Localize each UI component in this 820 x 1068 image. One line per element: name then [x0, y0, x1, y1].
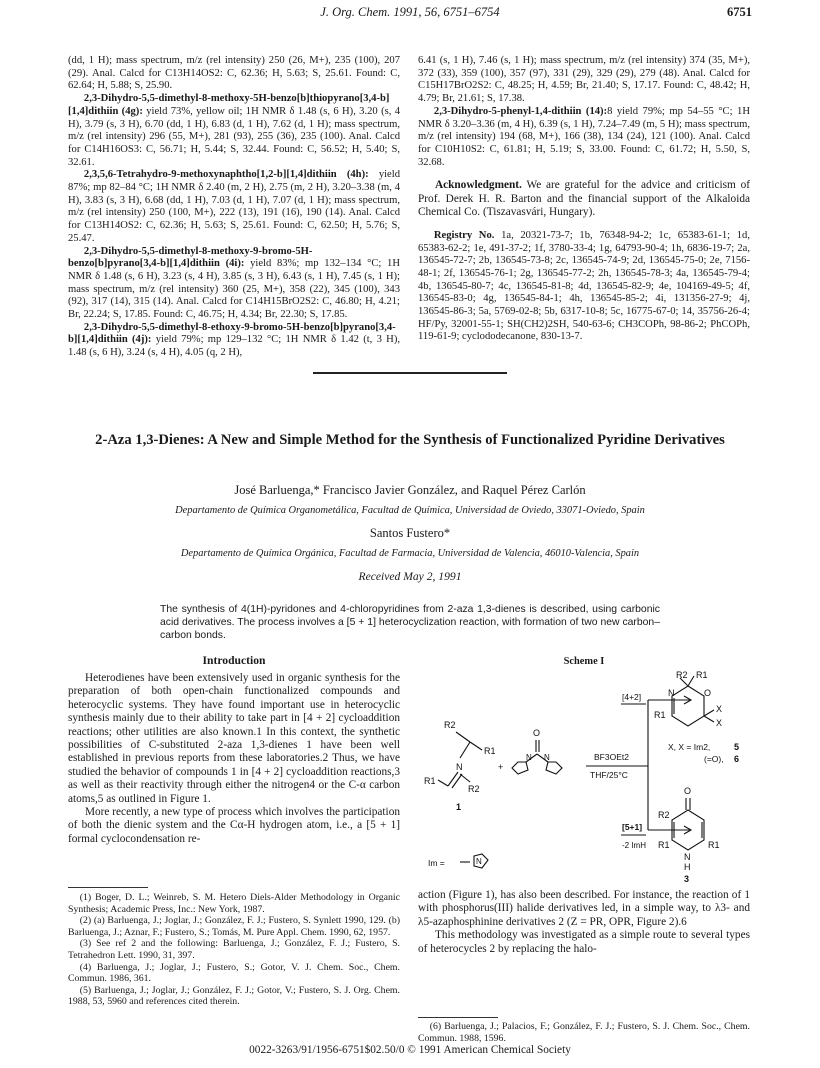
- paragraph-text: 8 yield 79%; mp 54–55 °C; 1H NMR δ 3.20–3.36 (m, 4 H), 6.39 (s, 1 H), 7.24–7.49 (m, 5 H); mass spectrum, m/z (rel intensity) 194 (68, M+), 166 (38), 134 (24), 121 (100). Anal. Calcd for C10H10S2: C, 61.81; H, 5.19; S, 33.00. Found: C, 61.72; H, 5.50, S, 32.68.: [418, 105, 750, 168]
- right-paragraph: [418, 106, 750, 170]
- label-o: O: [533, 728, 541, 738]
- diene-bond: [438, 780, 448, 786]
- registry-numbers: [418, 230, 750, 344]
- label-n: N: [544, 753, 550, 762]
- label-r2: R2: [444, 720, 456, 730]
- compound-name: 2,3-Dihydro-5-phenyl-1,4-dithiin (14):: [433, 105, 608, 117]
- diene-bond: [456, 732, 470, 742]
- label-r2: R2: [468, 784, 480, 794]
- label-r1: R1: [654, 710, 666, 720]
- diene-bond: [470, 742, 482, 750]
- diene-bond: [460, 742, 470, 758]
- page-footer: 0022-3263/91/1956-6751$02.50/0 © 1991 American Chemical Society: [249, 1044, 571, 1056]
- xx-label-2: (=O),: [704, 754, 724, 764]
- registry-text: 1a, 20321-73-7; 1b, 76348-94-2; 1c, 65383-61-1; 1d, 65383-62-2; 1e, 491-37-2; 1f, 3780-33-4; 1g, 64793-90-4; 1h, 6836-19-7; 2a, 136545-72-7; 2b, 136545-73-8; 2c, 136545-74-9; 2d, 136545-75-0; 2e, 7156-48-1; 2f, 136545-76-1; 2g, 136545-77-2; 2h, 136545-78-3; 4a, 136545-79-4; 4b, 136545-80-7; 4c, 136545-81-8; 4d, 136545-82-9; 4e, 104169-49-5; 4f, 136545-83-0; 4g, 136545-84-1; 4h, 136545-85-2; 4i, 131356-27-9; 4j, 136545-86-3; 5a, 5769-02-8; 5b, 6317-10-8; 5c, 16775-67-0; 14, 35756-26-4; HF/Py, 32001-55-1; SH(CH2)2SH, 540-63-6; CH3COPh, 98-86-2; PhCOPh, 119-61-9; cyclododecanone, 830-13-7.: [418, 229, 750, 343]
- step-5-1: [5+1]: [622, 822, 643, 832]
- compound-name: 2,3-Dihydro-5,5-dimethyl-8-methoxy-5H-benzo[b]thiopyrano[3,4-b][1,4]dithiin (4g):: [68, 93, 390, 117]
- scheme-diagram: [418, 670, 750, 882]
- minus-imh: -2 ImH: [622, 841, 646, 850]
- conditions-label: THF/25°C: [590, 770, 628, 780]
- acknowledgment-heading: Acknowledgment.: [434, 179, 522, 192]
- footnote-1: (1) Boger, D. L.; Weinreb, S. M. Hetero Diels-Alder Methodology in Organic Synthesis; Academic Press, Inc.: New York, 1987.: [68, 892, 400, 915]
- footnotes-left: [68, 892, 400, 1008]
- left-paragraph: [68, 246, 400, 322]
- footnotes-right: [418, 1021, 750, 1044]
- left-paragraph: [68, 322, 400, 360]
- article-authors: José Barluenga,* Francisco Javier González, and Raquel Pérez Carlón: [234, 483, 586, 497]
- compound-6: 6: [734, 754, 740, 764]
- label-x: X: [716, 718, 723, 728]
- oxazine-ring: [672, 686, 704, 726]
- paragraph-text: yield 73%, yellow oil; 1H NMR δ 1.48 (s, 6 H), 3.20 (s, 4 H), 3.79 (s, 3 H), 6.70 (dd, 1 H), 6.83 (d, 1 H), 7.62 (d, 1 H); mass spectrum, m/z (rel intensity) 296 (55, M+), 281 (93), 255 (36), 235 (100). Anal. Calcd for C14H16OS3: C, 56.71; H, 5.44; S, 32.44. Found: C, 56.52; H, 5.40; S, 32.61.: [68, 105, 401, 168]
- article-title: 2-Aza 1,3-Dienes: A New and Simple Method for the Synthesis of Functionalized Pyridine Derivatives: [95, 432, 725, 448]
- oxazine-bond: [688, 676, 694, 686]
- footnote-2: (2) (a) Barluenga, J.; Joglar, J.; González, F. J.; Fustero, S. Synlett 1990, 129. (b) Barluenga, J.; Aznar, F.; Fustero, S.; Tomás, M. Pure Appl. Chem. 1990, 62, 1957.: [68, 915, 400, 938]
- received-date: Received May 2, 1991: [358, 570, 462, 583]
- acknowledgment-text: We are grateful for the advice and criticism of Prof. Derek H. R. Barton and the financial support of the Alkaloida Chemical Co. (Tiszavasvári, Hungary).: [418, 179, 750, 219]
- footnote-5: (5) Barluenga, J.; Joglar, J.; González, F. J.; Gotor, V.; Fustero, S. J. Org. Chem. 1988, 53, 5960 and references cited therein.: [68, 984, 400, 1008]
- footnote-4: (4) Barluenga, J.; Joglar, J.; Fustero, S.; Gotor, V. J. Chem. Soc., Chem. Commun. 1986, 361.: [68, 961, 400, 985]
- footnote-rule-right: [418, 1017, 498, 1018]
- right-column: [418, 55, 750, 344]
- label-n: N: [456, 762, 463, 772]
- label-r2: R2: [658, 810, 670, 820]
- label-r1: R1: [708, 840, 720, 850]
- label-n: N: [476, 857, 482, 866]
- compound-name: 2,3,5,6-Tetrahydro-9-methoxynaphtho[1,2-b][1,4]dithiin (4h):: [83, 169, 369, 181]
- compound-name: 2,3-Dihydro-5,5-dimethyl-8-ethoxy-9-bromo-5H-benzo[b]pyrano[3,4-b][1,4]dithiin (4j):: [68, 321, 396, 346]
- diene-bond: [448, 772, 458, 786]
- label-n: N: [684, 852, 691, 862]
- diene-bond: [460, 774, 470, 782]
- abstract: The synthesis of 4(1H)-pyridones and 4-chloropyridines from 2-aza 1,3-dienes is described, using carbonic acid derivatives. The process involves a [5 + 1] heterocyclization reaction, with formation of two new carbon–carbon bonds.: [160, 604, 660, 641]
- paragraph-text: yield 83%; mp 132–134 °C; 1H NMR δ 1.48 (s, 6 H), 3.23 (s, 4 H), 3.85 (s, 3 H), 6.43 (s, 1 H), 7.45 (s, 1 H); mass spectrum, m/z (rel intensity) 360 (25, M+), 358 (22), 345 (100), 343 (92), 317 (14), 315 (14). Anal. Calcd for C14H15BrO2S2: C, 46.80; H, 4.21; Br, 22.24; S, 17.85. Found: C, 46.75; H, 4.34; Br, 22.30; S, 17.85.: [68, 258, 400, 321]
- label-x: X: [716, 704, 723, 714]
- intro-paragraph-2: More recently, a new type of process which involves the participation of both the dienic system and the Cα-H hydrogen atom, i.e., a [5 + 1] formal cyclocondensation re-: [68, 806, 400, 845]
- affiliation-valencia: Departamento de Química Orgánica, Facultad de Farmacia, Universidad de Valencia, 46010-Valencia, Spain: [180, 548, 640, 559]
- label-o: O: [684, 786, 692, 796]
- intro-paragraph-1: Heterodienes have been extensively used in organic synthesis for the preparation of both open-chain functionalized compounds and heterocyclic systems. They have found important use in heterocyclic synthesis mainly due to their ability to take part in [4 + 2] cycloaddition reactions; other utilities are also known.1 In this context, the synthetic possibilities of C-substituted 2-aza 1,3-dienes 1 have been well established in previous reports from these laboratories.2 Thus, we have studied the behavior of compounds 1 in [4 + 2] cycloaddition reactions,3 as well as their reactivity through either the nitrogen4 or the C-α carbon atoms,5 as outlined in Figure 1.: [68, 672, 400, 805]
- introduction-body: [68, 672, 400, 846]
- diene-bond: [452, 774, 462, 788]
- oxazine-bond: [704, 710, 714, 716]
- reagent-label: BF3OEt2: [594, 752, 629, 762]
- article-author-2: Santos Fustero*: [369, 526, 451, 540]
- step-4-2: [4+2]: [622, 692, 642, 702]
- acknowledgment: [418, 179, 750, 220]
- paragraph-text: (dd, 1 H); mass spectrum, m/z (rel intensity) 250 (26, M+), 235 (100), 207 (29). Anal. Calcd for C13H14OS2: C, 62.36; H, 5.63; S, 25.61. Found: C, 62.64; H, 5.88; S, 25.90.: [68, 55, 400, 92]
- left-paragraph: [68, 55, 400, 93]
- left-column: [68, 55, 400, 360]
- label-r1: R1: [424, 776, 436, 786]
- paragraph-text: yield 79%; mp 129–132 °C; 1H NMR δ 1.42 (t, 3 H), 1.48 (s, 6 H), 3.24 (s, 4 H), 4.05 (q, 2 H),: [68, 334, 400, 359]
- footnote-rule-left: [68, 887, 148, 888]
- registry-heading: Registry No.: [433, 229, 495, 241]
- imidazole-ring: [512, 762, 528, 774]
- xx-label: X, X = Im2,: [668, 742, 711, 752]
- imidazole-ring: [546, 762, 562, 774]
- introduction-heading: Introduction: [202, 654, 266, 667]
- article-separator: [313, 372, 507, 374]
- experimental-continued: [418, 55, 750, 169]
- compound-name: 2,3-Dihydro-5,5-dimethyl-8-methoxy-9-bromo-5H-benzo[b]pyrano[3,4-b][1,4]dithiin (4i):: [68, 245, 313, 270]
- introduction-continued: [418, 889, 750, 956]
- label-r2: R2: [676, 670, 688, 680]
- paragraph-text: yield 87%; mp 82–84 °C; 1H NMR δ 2.40 (m, 2 H), 2.75 (m, 2 H), 3.20–3.38 (m, 4 H), 3.83 (s, 3 H), 6.68 (dd, 1 H), 7.03 (d, 1 H), 7.07 (d, 1 H); mass spectrum, m/z (rel intensity) 250 (100, M+), 222 (13), 191 (16), 190 (14). Anal. Calcd for C13H14OS2: C, 62.36; H, 5.63; S, 25.61. Found: C, 62.50; H, 5.76; S, 25.47.: [68, 169, 400, 244]
- affiliation-oviedo: Departamento de Química Organometálica, Facultad de Química, Universidad de Oviedo, 33071-Oviedo, Spain: [175, 505, 645, 516]
- label-r1: R1: [658, 840, 670, 850]
- compound-3: 3: [684, 874, 690, 882]
- right-paragraph: [418, 55, 750, 106]
- label-o: O: [704, 688, 712, 698]
- footnote-6: (6) Barluenga, J.; Palacios, F.; González, F. J.; Fustero, S. J. Chem. Soc., Chem. Commun. 1988, 1596.: [418, 1021, 750, 1044]
- compound-1: 1: [456, 802, 462, 812]
- intro-paragraph-3: This methodology was investigated as a simple route to several types of heterocycles 2 by replacing the halo-: [418, 929, 750, 955]
- label-n: N: [668, 688, 675, 698]
- page-number: 6751: [727, 5, 752, 19]
- label-h: H: [684, 862, 691, 872]
- label-r1: R1: [484, 746, 496, 756]
- im-definition: Im =: [428, 858, 445, 868]
- oxazine-bond: [704, 716, 714, 722]
- paragraph-text: 6.41 (s, 1 H), 7.46 (s, 1 H); mass spectrum, m/z (rel intensity) 374 (35, M+), 372 (33), 359 (100), 357 (97), 331 (29), 329 (29), 279 (48). Anal. Calcd for C15H17BrO2S2: C, 48.25; H, 4.59; Br, 21.40; S, 17.17. Found: C, 48.42; H, 4.79; Br, 21.61; S, 17.38.: [418, 55, 750, 105]
- running-header: J. Org. Chem. 1991, 56, 6751–6754: [320, 5, 500, 19]
- scheme-title: Scheme I: [563, 656, 605, 667]
- label-r1: R1: [696, 670, 708, 680]
- intro-continuation: action (Figure 1), has also been described. For instance, the reaction of 1 with phosphorus(III) halide derivatives led, in a simple way, to λ3- and λ5-azaphosphinine derivatives 2 (Z = PR, OPR, Figure 2).6: [418, 889, 750, 928]
- left-paragraph: [68, 93, 400, 169]
- plus-sign: +: [498, 762, 504, 772]
- footnote-3: (3) See ref 2 and the following: Barluenga, J.; González, F. J.; Fustero, S. Tetrahedron Lett. 1990, 31, 397.: [68, 938, 400, 961]
- label-n: N: [526, 753, 532, 762]
- compound-5: 5: [734, 742, 740, 752]
- left-paragraph: [68, 169, 400, 245]
